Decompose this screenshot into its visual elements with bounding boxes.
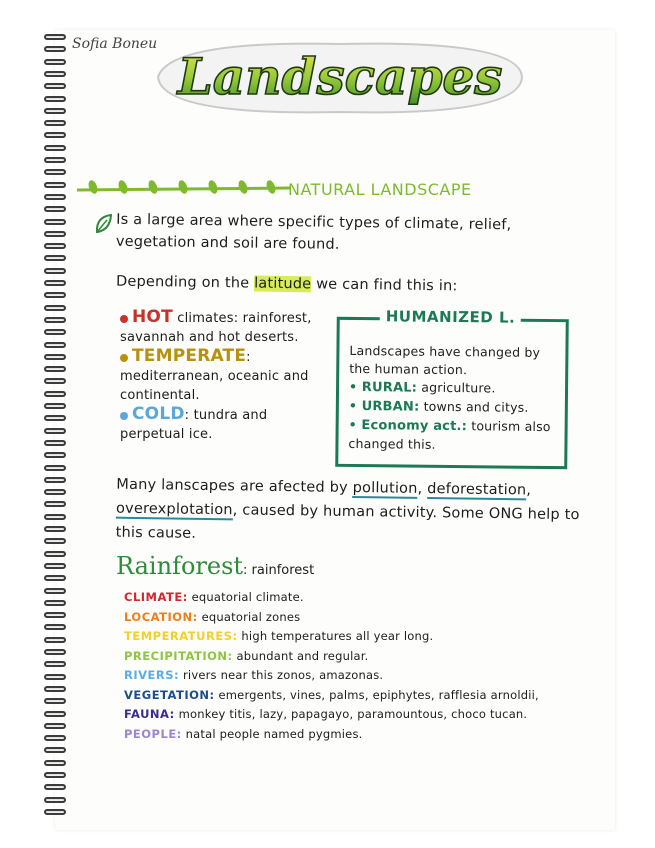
- spiral-loop: [44, 59, 66, 65]
- spiral-loop: [44, 378, 66, 384]
- impact-paragraph: [116, 473, 592, 552]
- rural-label: RURAL:: [361, 380, 418, 396]
- fact-label: RIVERS:: [124, 668, 180, 682]
- spiral-loop: [44, 711, 66, 717]
- fact-vegetation: [124, 686, 594, 706]
- impact-part2: , caused by human activity. Some ONG help to this cause.: [115, 502, 580, 542]
- spiral-loop: [44, 292, 66, 298]
- spiral-loop: [44, 514, 66, 520]
- spiral-loop: [44, 575, 66, 581]
- impact-part1: Many lanscapes are afected by: [116, 476, 353, 496]
- latitude-before: Depending on the: [115, 273, 255, 292]
- spiral-loop: [44, 440, 66, 446]
- spiral-loop: [44, 391, 66, 397]
- spiral-loop: [44, 366, 66, 372]
- spiral-loop: [44, 71, 66, 77]
- spiral-loop: [44, 83, 66, 89]
- spiral-loop: [44, 342, 66, 348]
- spiral-loop: [44, 169, 66, 175]
- fact-label: CLIMATE:: [124, 590, 188, 604]
- fact-location: [124, 608, 594, 628]
- spiral-loop: [44, 255, 66, 261]
- spiral-loop: [44, 194, 66, 200]
- spiral-loop: [44, 501, 66, 507]
- spiral-loop: [44, 108, 66, 114]
- fact-label: PEOPLE:: [124, 726, 182, 741]
- spiral-loop: [44, 182, 66, 188]
- spiral-loop: [44, 403, 66, 409]
- spiral-loop: [44, 132, 66, 138]
- fact-label: VEGETATION:: [124, 687, 215, 702]
- spiral-loop: [44, 698, 66, 704]
- rural-item: • RURAL: agriculture.: [348, 378, 496, 396]
- spiral-loop: [44, 649, 66, 655]
- fact-text: monkey titis, lazy, papagayo, paramountous, choco tucan.: [174, 707, 528, 721]
- spiral-loop: [44, 772, 66, 778]
- fact-text: equatorial climate.: [187, 590, 304, 604]
- climate-cold: [120, 405, 335, 444]
- fact-text: natal people named pygmies.: [181, 726, 363, 741]
- bullet-icon: [120, 315, 128, 323]
- spiral-loop: [44, 317, 66, 323]
- urban-item: • URBAN: towns and citys.: [348, 397, 529, 415]
- fact-rivers: [124, 666, 594, 686]
- author-name: Sofia Boneu: [72, 36, 158, 52]
- pollution-word: pollution: [352, 479, 418, 497]
- fact-climate: [124, 588, 594, 608]
- rural-text: agriculture.: [417, 379, 496, 396]
- spiral-binding: [44, 34, 70, 824]
- overexplotation-word: overexplotation: [115, 500, 233, 519]
- spiral-loop: [44, 452, 66, 458]
- humanized-body: [348, 342, 561, 455]
- cold-text: : tundra and perpetual ice.: [120, 408, 268, 442]
- humanized-box: [335, 307, 569, 469]
- spiral-loop: [44, 145, 66, 151]
- spiral-loop: [44, 465, 66, 471]
- spiral-loop: [44, 231, 66, 237]
- spiral-loop: [44, 760, 66, 766]
- fact-temperatures: [124, 627, 594, 647]
- spiral-loop: [44, 46, 66, 52]
- spiral-loop: [44, 477, 66, 483]
- spiral-loop: [44, 661, 66, 667]
- spiral-loop: [44, 797, 66, 803]
- fact-fauna: [124, 705, 594, 725]
- urban-text: towns and citys.: [419, 398, 529, 415]
- spiral-loop: [44, 784, 66, 790]
- spiral-loop: [44, 526, 66, 532]
- fact-label: PRECIPITATION:: [124, 648, 233, 663]
- spiral-loop: [44, 686, 66, 692]
- latitude-highlight: latitude: [254, 275, 312, 293]
- fact-text: abundant and regular.: [232, 648, 369, 663]
- temperate-label: TEMPERATE: [132, 346, 247, 366]
- climate-temperate: [120, 347, 335, 405]
- spiral-loop: [44, 354, 66, 360]
- fact-text: rivers near this zonos, amazonas.: [179, 668, 384, 682]
- spiral-loop: [44, 624, 66, 630]
- humanized-intro: Landscapes have changed by the human action.: [349, 342, 541, 378]
- hot-text: climates: rainforest, savannah and hot deserts.: [120, 311, 312, 345]
- separator: ,: [526, 482, 532, 499]
- deforestation-word: deforestation: [427, 481, 527, 499]
- fact-label: LOCATION:: [124, 609, 198, 624]
- spiral-loop: [44, 588, 66, 594]
- fact-people: [124, 725, 594, 745]
- fact-precipitation: [124, 647, 594, 667]
- spiral-loop: [44, 305, 66, 311]
- spiral-loop: [44, 600, 66, 606]
- spiral-loop: [44, 637, 66, 643]
- bullet-icon: [120, 354, 128, 362]
- rainforest-heading: [116, 552, 314, 580]
- title-banner: [150, 32, 530, 122]
- hot-label: HOT: [132, 307, 173, 327]
- spiral-loop: [44, 809, 66, 815]
- spiral-loop: [44, 34, 66, 40]
- spiral-loop: [44, 551, 66, 557]
- climate-hot: [120, 308, 335, 347]
- spiral-loop: [44, 268, 66, 274]
- spiral-loop: [44, 674, 66, 680]
- fact-label: TEMPERATURES:: [124, 629, 238, 643]
- humanized-title: HUMANIZED L.: [380, 307, 522, 326]
- spiral-loop: [44, 243, 66, 249]
- spiral-loop: [44, 735, 66, 741]
- economy-label: Economy act.:: [361, 418, 468, 435]
- section-title: NATURAL LANDSCAPE: [288, 180, 472, 199]
- spiral-loop: [44, 723, 66, 729]
- economy-text: tourism also changed this.: [348, 418, 551, 452]
- spiral-loop: [44, 329, 66, 335]
- spiral-loop: [44, 612, 66, 618]
- spiral-loop: [44, 219, 66, 225]
- spiral-loop: [44, 157, 66, 163]
- urban-label: URBAN:: [361, 399, 420, 415]
- spiral-loop: [44, 489, 66, 495]
- fact-text: emergents, vines, palms, epiphytes, rafflesia arnoldii,: [214, 687, 539, 702]
- spiral-loop: [44, 120, 66, 126]
- climate-list: [120, 308, 335, 444]
- rainforest-subtitle: : rainforest: [243, 563, 315, 578]
- spiral-loop: [44, 96, 66, 102]
- spiral-loop: [44, 280, 66, 286]
- rainforest-facts: [124, 588, 594, 744]
- economy-item: • Economy act.: tourism also changed this.: [348, 416, 551, 452]
- cold-label: COLD: [132, 404, 185, 424]
- spiral-loop: [44, 747, 66, 753]
- spiral-loop: [44, 563, 66, 569]
- leaf-icon: [94, 213, 114, 235]
- spiral-loop: [44, 428, 66, 434]
- bullet-icon: [120, 412, 128, 420]
- fact-text: equatorial zones: [197, 609, 301, 624]
- spiral-loop: [44, 206, 66, 212]
- separator: ,: [417, 480, 428, 498]
- vine-divider: [75, 178, 295, 200]
- intro-paragraph: Is a large area where specific types of climate, relief, vegetation and soil are found.: [115, 211, 512, 253]
- fact-text: high temperatures all year long.: [237, 629, 434, 643]
- temperate-text: : mediterranean, oceanic and continental.: [120, 350, 309, 403]
- fact-label: FAUNA:: [124, 707, 175, 721]
- page-title: Landscapes: [177, 47, 503, 106]
- latitude-after: we can find this in:: [311, 276, 458, 295]
- rainforest-title: Rainforest: [116, 552, 244, 580]
- spiral-loop: [44, 538, 66, 544]
- spiral-loop: [44, 415, 66, 421]
